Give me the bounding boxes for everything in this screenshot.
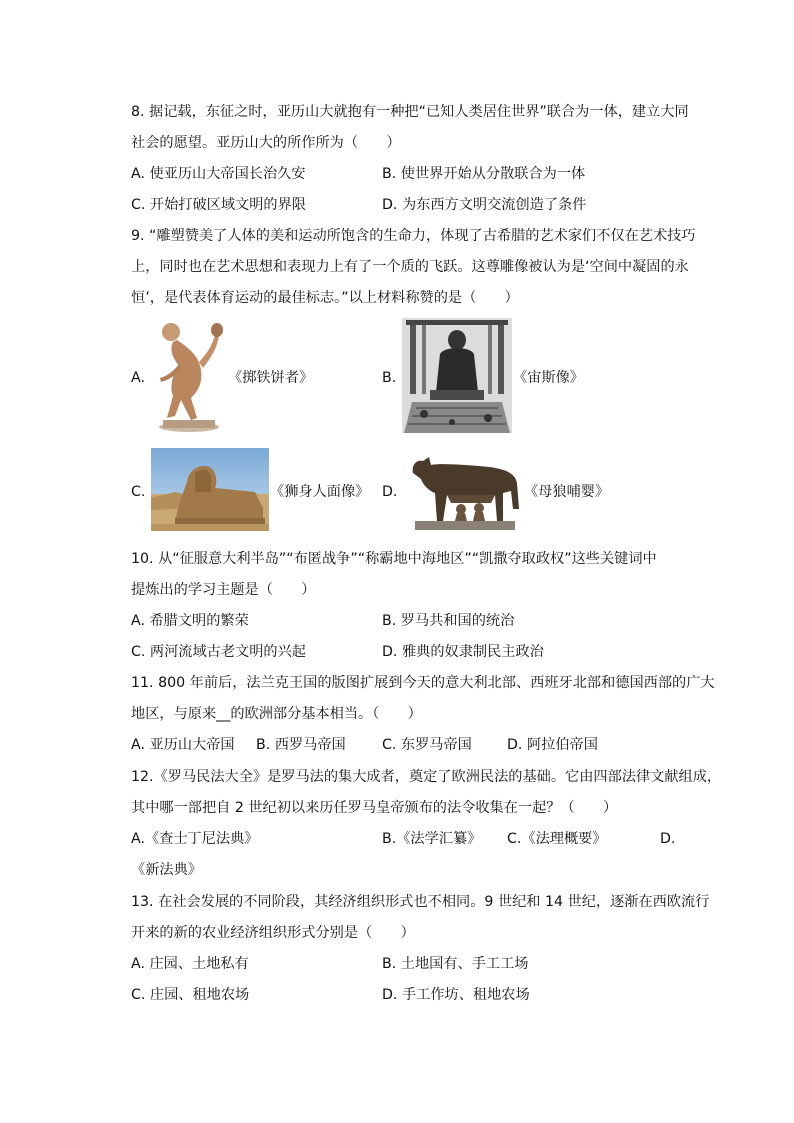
q9-option-d-letter[interactable]: D. [382, 484, 398, 500]
q11-option-a[interactable]: A. 亚历山大帝国 [131, 737, 235, 753]
q8-option-b[interactable]: B. 使世界开始从分散联合为一体 [382, 166, 586, 182]
q9-option-d-caption: 《母狼哺婴》 [524, 484, 610, 500]
q8-option-a[interactable]: A. 使亚历山大帝国长治久安 [131, 166, 306, 182]
q8-option-d[interactable]: D. 为东西方文明交流创造了条件 [382, 197, 587, 213]
q9-stem-line2: 上，同时也在艺术思想和表现力上有了一个质的飞跃。这尊雕像被认为是‘空间中凝固的永 [131, 259, 689, 275]
zeus-statue-image[interactable] [402, 318, 512, 433]
capitoline-wolf-image[interactable] [407, 451, 523, 531]
q12-option-d[interactable]: D. [660, 831, 676, 847]
q12-stem-line2: 其中哪一部把自 2 世纪初以来历任罗马皇帝颁布的法令收集在一起？（ ） [131, 800, 618, 816]
q9-option-c-caption: 《狮身人面像》 [270, 484, 370, 500]
q8-stem-line2: 社会的愿望。亚历山大的所作所为（ ） [131, 135, 401, 151]
q11-option-c[interactable]: C. 东罗马帝国 [382, 737, 472, 753]
q13-stem-line1: 13. 在社会发展的不同阶段，其经济组织形式也不相同。9 世纪和 14 世纪，逐渐在西欧流行 [131, 894, 710, 910]
q9-stem-line1: 9. “雕塑赞美了人体的美和运动所饱含的生命力，体现了古希腊的艺术家们不仅在艺术技巧 [131, 228, 696, 244]
q10-stem-line1: 10. 从“征服意大利半岛”“布匿战争”“称霸地中海地区”“凯撒夺取政权”这些关键词中 [131, 551, 657, 567]
q13-option-c[interactable]: C. 庄园、租地农场 [131, 987, 250, 1003]
q12-option-a[interactable]: A.《查士丁尼法典》 [131, 831, 259, 847]
q9-option-c-letter[interactable]: C. [131, 484, 146, 500]
q10-option-a[interactable]: A. 希腊文明的繁荣 [131, 613, 249, 629]
sphinx-image[interactable] [151, 448, 269, 531]
q10-option-b[interactable]: B. 罗马共和国的统治 [382, 613, 515, 629]
q11-option-d[interactable]: D. 阿拉伯帝国 [507, 737, 598, 753]
q9-option-a-letter[interactable]: A. [131, 370, 145, 386]
q13-option-b[interactable]: B. 土地国有、手工工场 [382, 956, 529, 972]
q12-option-d-text[interactable]: 《新法典》 [131, 862, 202, 878]
q11-stem-line1: 11. 800 年前后，法兰克王国的版图扩展到今天的意大利北部、西班牙北部和德国西部的广大 [131, 675, 715, 691]
q12-option-b[interactable]: B.《法学汇纂》 [382, 831, 482, 847]
q13-option-a[interactable]: A. 庄园、土地私有 [131, 956, 249, 972]
q9-option-a-caption: 《掷铁饼者》 [228, 370, 314, 386]
q13-stem-line2: 开来的新的农业经济组织形式分别是（ ） [131, 925, 415, 941]
q11-option-b[interactable]: B. 西罗马帝国 [256, 737, 346, 753]
q9-option-b-letter[interactable]: B. [382, 370, 397, 386]
q9-stem-line3: 恒’，是代表体育运动的最佳标志。”以上材料称赞的是（ ） [131, 290, 519, 306]
discobolus-statue-image[interactable] [151, 318, 227, 433]
q12-stem-line1: 12.《罗马民法大全》是罗马法的集大成者，奠定了欧洲民法的基础。它由四部法律文献组成， [131, 769, 722, 785]
q11-stem-line2: 地区，与原来__的欧洲部分基本相当。（ ） [131, 706, 422, 722]
q13-option-d[interactable]: D. 手工作坊、租地农场 [382, 987, 530, 1003]
q8-option-c[interactable]: C. 开始打破区域文明的界限 [131, 197, 306, 213]
q9-option-b-caption: 《宙斯像》 [513, 370, 584, 386]
q10-option-d[interactable]: D. 雅典的奴隶制民主政治 [382, 644, 544, 660]
q10-stem-line2: 提炼出的学习主题是（ ） [131, 582, 316, 598]
q8-stem-line1: 8. 据记载，东征之时，亚历山大就抱有一种把“已知人类居住世界”联合为一体，建立大同 [131, 104, 689, 120]
q10-option-c[interactable]: C. 两河流域古老文明的兴起 [131, 644, 306, 660]
q12-option-c[interactable]: C.《法理概要》 [507, 831, 607, 847]
